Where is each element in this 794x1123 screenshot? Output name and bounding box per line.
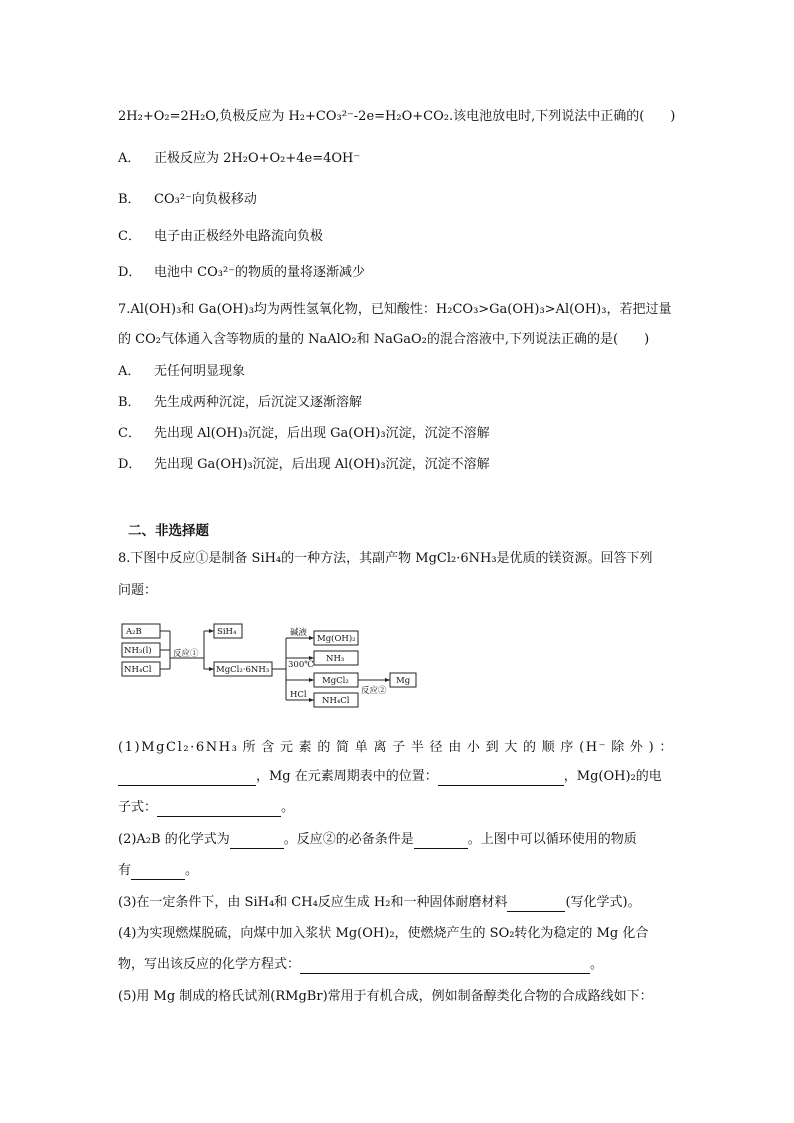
q6-option-d <box>118 264 365 282</box>
reaction-2-label: 反应② <box>361 686 387 696</box>
answer-blank-recyclable[interactable] <box>131 866 185 880</box>
q8-part1-text: ，Mg 在元素周期表中的位置： <box>256 769 438 784</box>
q8-part4-text: 物，写出该反应的化学方程式： <box>118 957 301 972</box>
q6-option-c <box>118 228 323 246</box>
q8-stem-line2: 问题： <box>118 583 158 598</box>
product-nh4cl: NH₄Cl <box>322 696 350 706</box>
q8-part2-line2 <box>118 862 198 880</box>
q8-part1-text: ，Mg(OH)₂的电 <box>563 769 662 784</box>
option-text: 先出现 Ga(OH)₃沉淀，后出现 Al(OH)₃沉淀，沉淀不溶解 <box>154 457 490 472</box>
product-sih4: SiH₄ <box>217 627 237 637</box>
q6-stem: 2H₂+O₂=2H₂O,负极反应为 H₂+CO₃²⁻-2e=H₂O+CO₂.该电池放电时,下列说法中正确的( ) <box>118 109 676 124</box>
q8-stem-line1: 8.下图中反应①是制备 SiH₄的一种方法，其副产物 MgCl₂·6NH₃是优质的镁资源。回答下列 <box>118 551 653 566</box>
q8-part4-line2 <box>118 956 603 974</box>
q8-part4-text: 。 <box>590 957 604 972</box>
q8-part2-text: 。 <box>185 863 199 878</box>
option-text: CO₃²⁻向负极移动 <box>154 192 257 207</box>
option-label: C． <box>118 426 141 441</box>
product-mgcl2-6nh3: MgCl₂·6NH₃ <box>216 665 270 675</box>
option-label: B． <box>118 395 141 410</box>
q8-part1-text: (1)MgCl₂·6NH₃所含元素的简单离子半径由小到大的顺序(H⁻除外)： <box>118 740 674 755</box>
q8-part2-line1 <box>118 831 637 849</box>
q8-part2-text: (2)A₂B 的化学式为 <box>118 832 230 847</box>
product-mgoh2: Mg(OH)₂ <box>317 634 356 644</box>
answer-blank-material-formula[interactable] <box>507 898 565 912</box>
reaction-flow-diagram <box>118 618 428 718</box>
q6-option-a <box>118 150 360 168</box>
q8-part2-text: 。上图中可以循环使用的物质 <box>467 832 637 847</box>
option-text: 正极反应为 2H₂O+O₂+4e=4OH⁻ <box>154 151 361 166</box>
answer-blank-a2b-formula[interactable] <box>230 835 284 849</box>
input-nh3-liquid: NH₃(l) <box>124 646 152 656</box>
q8-part3 <box>118 894 641 912</box>
q8-part3-text: (3)在一定条件下，由 SiH₄和 CH₄反应生成 H₂和一种固体耐磨材料 <box>118 895 508 910</box>
option-text: 电子由正极经外电路流向负极 <box>154 229 324 244</box>
option-label: D． <box>118 265 142 280</box>
option-text: 先出现 Al(OH)₃沉淀，后出现 Ga(OH)₃沉淀，沉淀不溶解 <box>154 426 490 441</box>
product-mg: Mg <box>396 676 411 686</box>
condition-temperature: 300℃ <box>288 660 314 670</box>
option-text: 无任何明显现象 <box>154 364 246 379</box>
option-text: 电池中 CO₃²⁻的物质的量将逐渐减少 <box>154 265 366 280</box>
input-a2b: A₂B <box>126 627 142 637</box>
q8-part3-text: (写化学式)。 <box>565 895 641 910</box>
q7-option-d <box>118 456 490 474</box>
answer-blank-equation[interactable] <box>300 960 590 974</box>
condition-hcl: HCl <box>290 690 307 700</box>
q7-option-b <box>118 394 362 412</box>
product-nh3: NH₃ <box>326 654 345 664</box>
q8-part1-line2 <box>118 768 662 786</box>
option-label: D． <box>118 457 142 472</box>
q8-part1-line1 <box>118 739 674 757</box>
q8-part1-text: 。 <box>281 800 295 815</box>
product-mgcl2: MgCl₂ <box>322 676 349 686</box>
option-label: B． <box>118 192 141 207</box>
answer-blank-ion-order[interactable] <box>118 772 256 786</box>
section-title: 二、非选择题 <box>128 523 209 539</box>
q8-part2-text: 。反应②的必备条件是 <box>283 832 414 847</box>
q8-part5: (5)用 Mg 制成的格氏试剂(RMgBr)常用于有机合成，例如制备醇类化合物的合成路线如下： <box>118 989 653 1004</box>
input-nh4cl: NH₄Cl <box>124 665 152 675</box>
answer-blank-mg-position[interactable] <box>438 772 564 786</box>
q8-part1-line3 <box>118 799 294 817</box>
q7-option-a <box>118 363 245 381</box>
q8-part4-line1: (4)为实现燃煤脱硫，向煤中加入浆状 Mg(OH)₂，使燃烧产生的 SO₂转化为稳定的 Mg 化合 <box>118 926 649 941</box>
q8-part2-text: 有 <box>118 863 132 878</box>
option-label: A． <box>118 364 141 379</box>
reaction-1-label: 反应① <box>173 649 199 659</box>
option-label: C． <box>118 229 141 244</box>
q6-option-b <box>118 191 257 209</box>
q7-stem-line2: 的 CO₂气体通入含等物质的量的 NaAlO₂和 NaGaO₂的混合溶液中,下列说法正确的是( ) <box>118 332 650 347</box>
q7-stem-line1: 7.Al(OH)₃和 Ga(OH)₃均为两性氢氧化物，已知酸性：H₂CO₃>Ga(OH)₃>Al(OH)₃，若把过量 <box>118 302 672 317</box>
q8-part1-text: 子式： <box>118 800 158 815</box>
answer-blank-electron-formula[interactable] <box>157 803 281 817</box>
option-text: 先生成两种沉淀，后沉淀又逐渐溶解 <box>154 395 363 410</box>
condition-base: 碱液 <box>290 628 308 638</box>
answer-blank-reaction2-condition[interactable] <box>414 835 468 849</box>
option-label: A． <box>118 151 141 166</box>
q7-option-c <box>118 425 490 443</box>
